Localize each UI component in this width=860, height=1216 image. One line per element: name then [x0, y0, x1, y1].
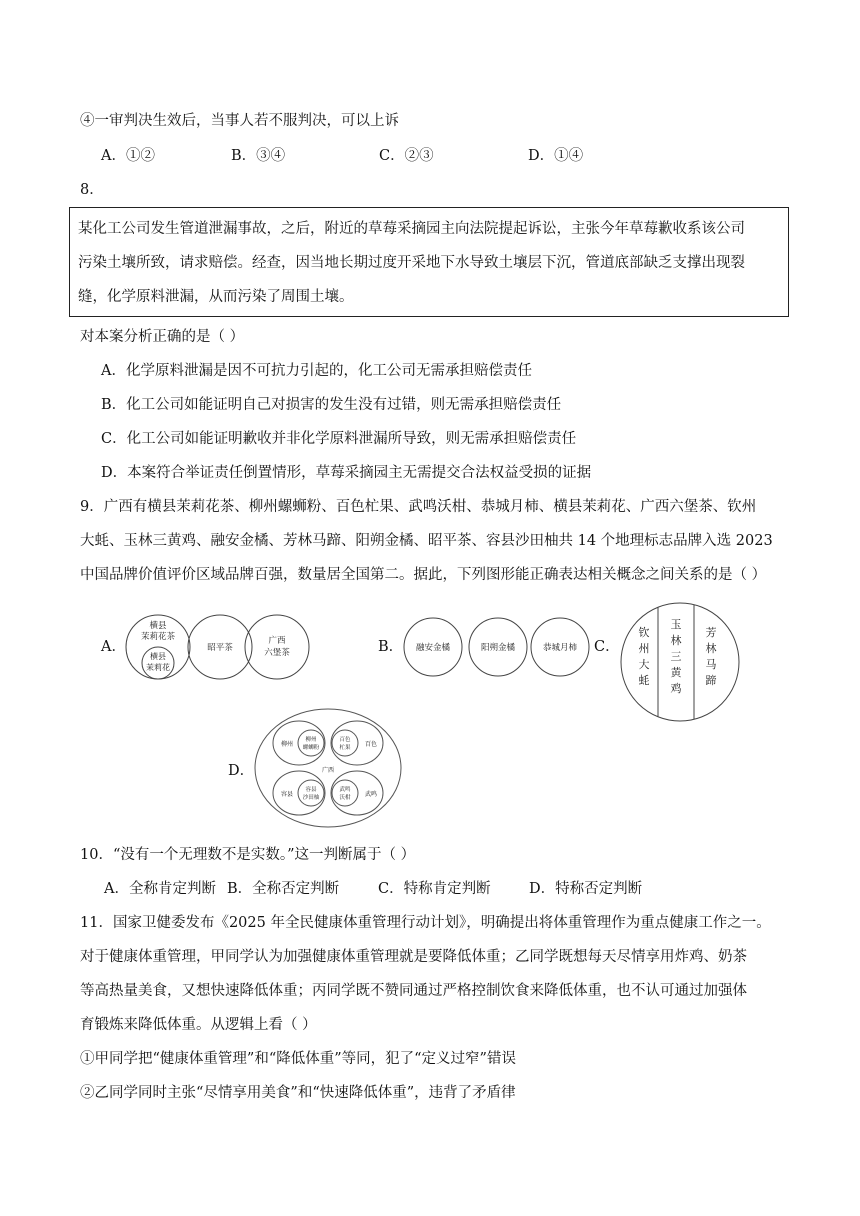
q10-option-c[interactable]: C．特称肯定判断	[378, 881, 491, 897]
venn-b-label: 阳朔金橘	[480, 643, 516, 653]
venn-a-label: 六堡茶	[264, 648, 290, 658]
q10-option-a[interactable]: A．全称肯定判断	[104, 881, 216, 897]
venn-d-label: 武鸣	[339, 787, 351, 793]
venn-d-label: 广西	[321, 767, 335, 774]
venn-a-label: 广西	[268, 636, 286, 646]
q10-option-d[interactable]: D．特称否定判断	[529, 881, 643, 897]
q8-material-line: 某化工公司发生管道泄漏事故，之后，附近的草莓采摘园主向法院提起诉讼，主张今年草莓歉收系该公司	[78, 221, 745, 237]
venn-a-label: 横县	[150, 652, 166, 661]
venn-c-char: 鸡	[670, 682, 682, 695]
venn-c-char: 林	[705, 642, 717, 655]
q11-stem-line: 等高热量美食，又想快速降低体重；丙同学既不赞同通过严格控制饮食来降低体重，也不认可通过加强体	[80, 983, 747, 999]
venn-a-label: 茉莉花茶	[140, 632, 176, 642]
q8-option-b[interactable]: B．化工公司如能证明自己对损害的发生没有过错，则无需承担赔偿责任	[101, 397, 562, 413]
venn-c-char: 钦	[638, 626, 650, 639]
q8-option-c[interactable]: C．化工公司如能证明歉收并非化学原料泄漏所导致，则无需承担赔偿责任	[101, 431, 577, 447]
q11-stem-line: 11．国家卫健委发布《2025 年全民健康体重管理行动计划》，明确提出将体重管理作为重点健康工作之一。	[80, 915, 771, 931]
venn-d-label: 柳州	[280, 741, 294, 748]
venn-b-label: 融安金橘	[415, 643, 451, 653]
q9-option-a-label[interactable]: A．	[101, 639, 126, 655]
q7-item4: ④一审判决生效后，当事人若不服判决，可以上诉	[80, 113, 399, 129]
q10-question: 10．“没有一个无理数不是实数。”这一判断属于（ ）	[80, 847, 416, 863]
venn-c-char: 林	[670, 634, 682, 647]
q9-option-c-label[interactable]: C．	[594, 639, 620, 655]
venn-d-label: 百色	[364, 741, 378, 748]
venn-diagram-b	[400, 614, 590, 680]
q7-option-a[interactable]: A．①②	[101, 148, 155, 164]
venn-c-char: 蚝	[638, 674, 650, 687]
venn-d-label: 沙田柚	[302, 795, 320, 801]
venn-c-char: 芳	[705, 626, 717, 639]
q10-option-b[interactable]: B．全称否定判断	[227, 881, 340, 897]
q8-number: 8．	[80, 182, 104, 198]
q8-material-line: 缝，化学原料泄漏，从而污染了周围土壤。	[78, 289, 354, 305]
q11-item: ②乙同学同时主张“尽情享用美食”和“快速降低体重”，违背了矛盾律	[80, 1085, 516, 1101]
q11-stem-line: 对于健康体重管理，甲同学认为加强健康体重管理就是要降低体重；乙同学既想每天尽情享用炸鸡、奶茶	[80, 949, 747, 965]
venn-c-char: 黄	[670, 666, 682, 679]
q9-option-b-label[interactable]: B．	[378, 639, 404, 655]
circle-liubao-tea	[245, 615, 309, 679]
q8-question: 对本案分析正确的是（ ）	[80, 329, 245, 345]
venn-c-char: 大	[638, 658, 650, 671]
venn-d-label: 容县	[280, 791, 294, 798]
venn-d-label: 武鸣	[364, 791, 378, 798]
q8-material-line: 污染土壤所致，请求赔偿。经查，因当地长期过度开采地下水导致土壤层下沉，管道底部缺乏支撑出现裂	[78, 255, 745, 271]
q11-stem-line: 育锻炼来降低体重。从逻辑上看（ ）	[80, 1017, 317, 1033]
venn-d-label: 螺蛳粉	[302, 745, 320, 751]
venn-c-char: 州	[638, 642, 650, 655]
q9-stem-line: 中国品牌价值评价区域品牌百强，数量居全国第二。据此，下列图形能正确表达相关概念之间关系的是（ ）	[80, 567, 767, 583]
venn-a-label: 茉莉花	[146, 663, 170, 672]
q9-stem-line: 9．广西有横县茉莉花茶、柳州螺蛳粉、百色杧果、武鸣沃柑、恭城月柿、横县茉莉花、广西六堡茶、钦州	[80, 499, 757, 515]
q8-option-a[interactable]: A．化学原料泄漏是因不可抗力引起的，化工公司无需承担赔偿责任	[101, 363, 532, 379]
q9-stem-line: 大蚝、玉林三黄鸡、融安金橘、芳林马蹄、阳朔金橘、昭平茶、容县沙田柚共 14 个地理标志品牌入选 2023	[80, 533, 773, 549]
venn-d-label: 容县	[305, 787, 317, 793]
venn-c-char: 三	[670, 650, 682, 663]
venn-d-label: 杧果	[339, 745, 351, 751]
venn-b-label: 恭城月柿	[542, 643, 578, 653]
venn-a-label: 横县	[149, 621, 167, 631]
q8-option-d[interactable]: D．本案符合举证责任倒置情形，草莓采摘园主无需提交合法权益受损的证据	[101, 465, 592, 481]
q11-item: ①甲同学把“健康体重管理”和“降低体重”等同，犯了“定义过窄”错误	[80, 1051, 516, 1067]
q7-option-d[interactable]: D．①④	[528, 148, 584, 164]
q9-option-d-label[interactable]: D．	[228, 763, 255, 779]
venn-c-char: 马	[705, 658, 717, 671]
venn-d-label: 沃柑	[339, 795, 351, 801]
venn-c-char: 蹄	[705, 674, 717, 687]
q7-option-b[interactable]: B．③④	[231, 148, 286, 164]
venn-a-label: 昭平茶	[207, 643, 233, 653]
venn-diagram-d	[252, 706, 404, 830]
venn-diagram-c	[618, 600, 742, 724]
venn-d-label: 百色	[339, 737, 351, 743]
venn-c-char: 玉	[670, 618, 682, 631]
venn-d-label: 柳州	[305, 737, 317, 743]
q7-option-c[interactable]: C．②③	[379, 148, 434, 164]
venn-diagram-a	[122, 610, 312, 684]
